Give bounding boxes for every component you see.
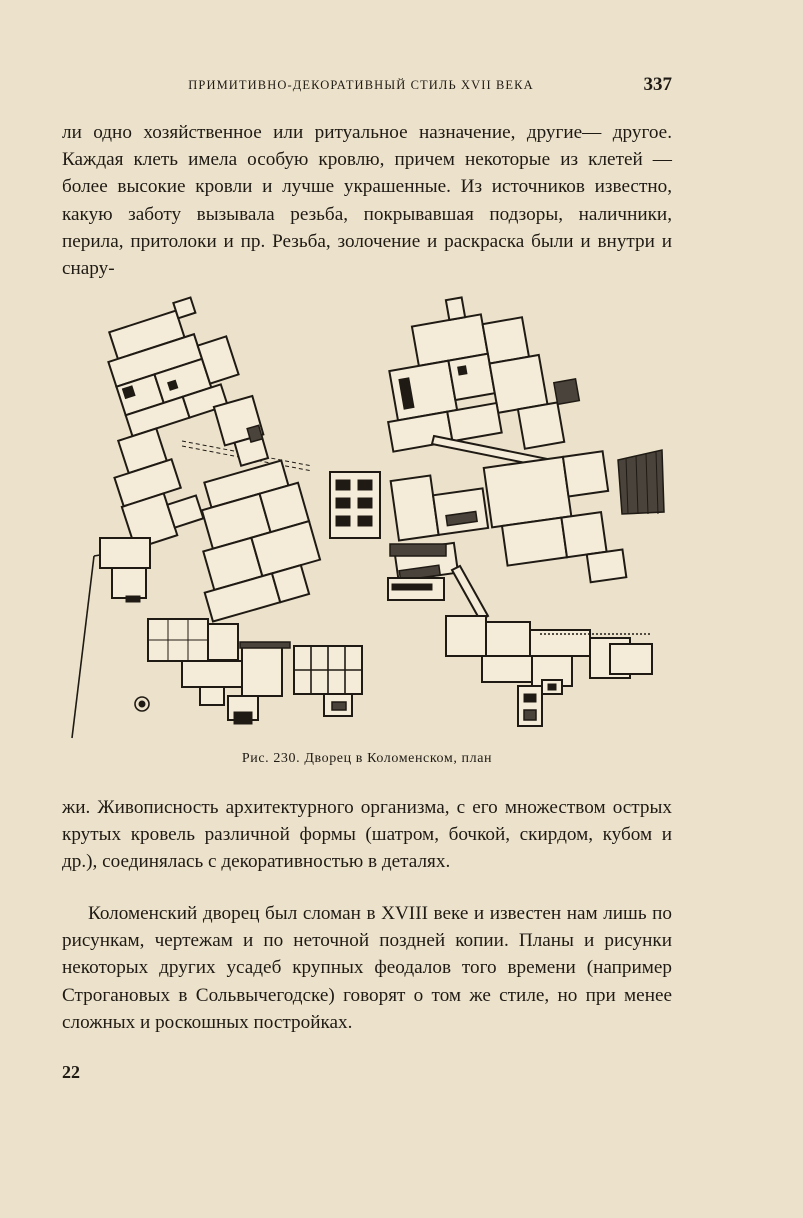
paragraph-1: ли одно хозяйственное или ритуальное назначение, другие— другое. Каждая клеть имела особую кровлю, причем некоторые из клетей — более высокие кровли и лучше украшенные. Из источников известно, какую заботу вызывала резьба, покрывавшая подзоры, наличники, перила, притолоки и пр. Резьба, золочение и раскраска были и внутри и снару- bbox=[62, 122, 672, 280]
figure-caption: Рис. 230. Дворец в Коломенском, план bbox=[241, 751, 493, 766]
right-plan bbox=[369, 286, 664, 726]
room bbox=[482, 656, 532, 682]
paragraph-2: жи. Живописность архитектурного организма, с его множеством острых крутых кровель различной формы (шатром, бочкой, скирдом, кубом и др.), соединялась с декоративностью в деталях. bbox=[62, 797, 672, 873]
right-top-cluster bbox=[369, 286, 586, 471]
room bbox=[446, 616, 486, 656]
room bbox=[126, 596, 140, 602]
room bbox=[486, 622, 530, 656]
room bbox=[100, 538, 150, 568]
room bbox=[112, 568, 146, 598]
running-head: ПРИМИТИВНО-ДЕКОРАТИВНЫЙ СТИЛЬ XVII ВЕКА bbox=[188, 78, 534, 92]
paragraph-3: Коломенский дворец был сломан в XVIII веке и известен нам лишь по рисункам, чертежам и по неточной поздней копии. Планы и рисунки некоторых других усадеб крупных феодалов того времени (например Строгановых в Сольвычегодске) говорят о том же стиле, но при менее сложных и роскошных постройках. bbox=[62, 903, 672, 1033]
well-symbol bbox=[139, 701, 145, 707]
room bbox=[208, 624, 238, 660]
passage bbox=[452, 566, 488, 620]
left-plan bbox=[67, 291, 380, 738]
printer-signature: 22 bbox=[62, 1062, 80, 1082]
page-number: 337 bbox=[643, 74, 672, 95]
hatched-band bbox=[390, 544, 446, 556]
room bbox=[610, 644, 652, 674]
palace-plan-figure bbox=[62, 286, 682, 746]
hatched-block bbox=[330, 472, 380, 538]
boundary-line bbox=[72, 556, 94, 738]
room bbox=[182, 661, 242, 687]
room bbox=[200, 687, 224, 705]
room bbox=[242, 646, 282, 696]
